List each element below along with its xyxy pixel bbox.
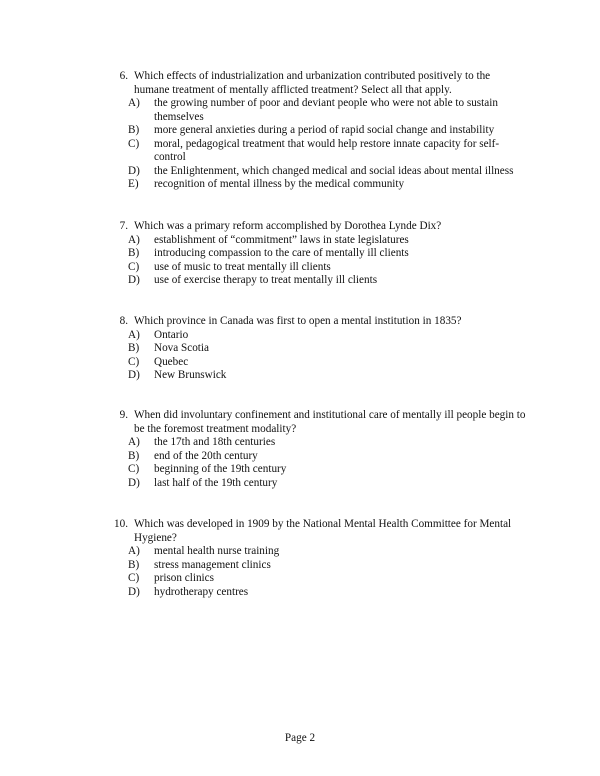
option-label: A) <box>128 233 140 246</box>
question-stem <box>108 409 528 436</box>
option-label: C) <box>128 137 140 150</box>
question-number: 9. <box>119 409 128 421</box>
option-a <box>128 545 528 559</box>
option-text: hydrotherapy centres <box>154 585 249 598</box>
option-text: the 17th and 18th centuries <box>154 436 276 448</box>
option-text: use of exercise therapy to treat mentally ill clients <box>154 274 378 286</box>
option-label: A) <box>128 97 140 109</box>
option-label: B) <box>128 558 140 571</box>
option-text: use of music to treat mentally ill clients <box>154 260 331 273</box>
option-text: the growing number of poor and deviant people who were not able to sustain themselves <box>154 97 498 123</box>
question-number: 7. <box>119 220 128 232</box>
option-label: A) <box>128 545 140 557</box>
option-label: B) <box>128 449 140 462</box>
option-text: end of the 20th century <box>154 449 258 462</box>
option-label: D) <box>128 274 140 286</box>
option-label: B) <box>128 247 140 259</box>
option-label: D) <box>128 585 140 598</box>
option-label: D) <box>128 164 140 177</box>
option-text: last half of the 19th century <box>154 476 278 489</box>
question-8 <box>108 315 528 383</box>
option-d <box>128 369 528 383</box>
question-number: 8. <box>119 315 128 327</box>
option-b <box>128 247 528 261</box>
option-label: C) <box>128 572 140 584</box>
question-stem <box>108 315 528 329</box>
question-7 <box>108 220 528 288</box>
option-d <box>128 586 528 600</box>
question-6 <box>108 70 528 192</box>
option-text: Quebec <box>154 355 189 368</box>
option-label: B) <box>128 124 140 136</box>
option-a <box>128 234 528 248</box>
option-text: mental health nurse training <box>154 545 280 557</box>
option-label: B) <box>128 342 140 354</box>
option-c <box>128 463 528 477</box>
option-label: C) <box>128 355 140 368</box>
option-d <box>128 165 528 179</box>
option-text: Nova Scotia <box>154 342 209 354</box>
option-label: C) <box>128 463 140 475</box>
question-text: Which was a primary reform accomplished by Dorothea Lynde Dix? <box>134 220 442 232</box>
question-number: 6. <box>119 70 128 82</box>
option-c <box>128 356 528 370</box>
option-text: prison clinics <box>154 572 214 584</box>
option-text: introducing compassion to the care of mentally ill clients <box>154 247 409 259</box>
option-d <box>128 274 528 288</box>
option-label: A) <box>128 328 140 341</box>
option-c <box>128 261 528 275</box>
option-b <box>128 342 528 356</box>
question-text: Which province in Canada was first to open a mental institution in 1835? <box>134 315 462 327</box>
question-text: Which effects of industrialization and urbanization contributed positively to the humane treatment of mentally afflicted treatment? Select all that apply. <box>134 70 491 96</box>
question-text: When did involuntary confinement and institutional care of mentally ill people begin to be the foremost treatment modality? <box>134 409 526 435</box>
question-stem <box>108 518 528 545</box>
question-10 <box>108 518 528 599</box>
option-label: E) <box>128 178 139 190</box>
option-e <box>128 178 528 192</box>
option-a <box>128 97 528 124</box>
option-label: A) <box>128 436 140 448</box>
option-text: recognition of mental illness by the medical community <box>154 178 405 190</box>
option-text: the Enlightenment, which changed medical and social ideas about mental illness <box>154 164 514 177</box>
question-9 <box>108 409 528 490</box>
option-label: D) <box>128 369 140 381</box>
option-c <box>128 138 528 165</box>
option-label: C) <box>128 260 140 273</box>
option-text: New Brunswick <box>154 369 227 381</box>
option-c <box>128 572 528 586</box>
option-text: moral, pedagogical treatment that would help restore innate capacity for self-control <box>154 137 500 163</box>
option-d <box>128 477 528 491</box>
option-text: establishment of “commitment” laws in state legislatures <box>154 233 409 246</box>
option-b <box>128 124 528 138</box>
question-number: 10. <box>114 518 128 530</box>
question-stem <box>108 220 528 234</box>
option-b <box>128 450 528 464</box>
question-stem <box>108 70 528 97</box>
option-a <box>128 436 528 450</box>
option-text: Ontario <box>154 328 189 341</box>
option-label: D) <box>128 476 140 489</box>
option-b <box>128 559 528 573</box>
option-text: beginning of the 19th century <box>154 463 287 475</box>
option-a <box>128 329 528 343</box>
question-text: Which was developed in 1909 by the National Mental Health Committee for Mental Hygiene? <box>134 518 512 544</box>
page-number: Page 2 <box>284 732 316 744</box>
option-text: more general anxieties during a period of rapid social change and instability <box>154 124 495 136</box>
option-text: stress management clinics <box>154 558 271 571</box>
